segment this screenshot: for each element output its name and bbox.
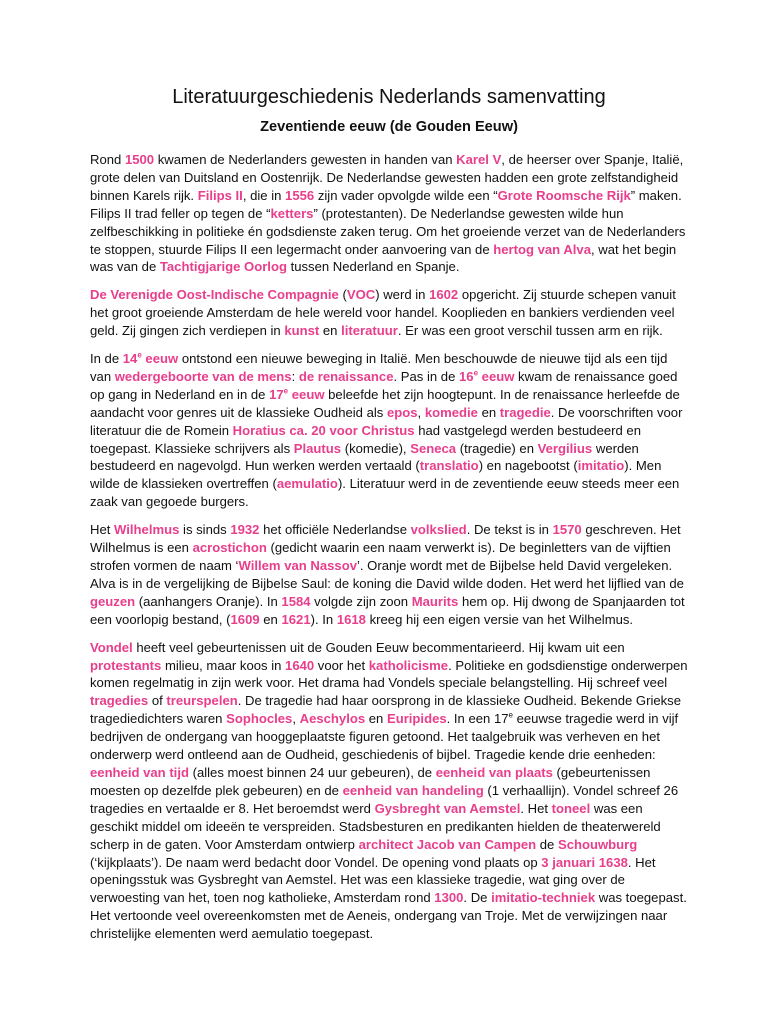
paragraph [90, 521, 688, 628]
text-run: heeft veel gebeurtenissen uit de Gouden Eeuw becommentarieerd. Hij kwam uit een [132, 639, 625, 655]
text-run: het officiële Nederlandse [259, 522, 411, 538]
text-run: Rond [90, 151, 125, 167]
highlighted-term: translatio [419, 458, 479, 474]
highlighted-term: eenheid van handeling [342, 782, 484, 798]
highlighted-term: kunst [284, 323, 320, 339]
text-run: , [417, 404, 425, 420]
document-body [90, 151, 688, 943]
highlighted-term: 1584 [281, 593, 311, 609]
highlighted-term: Wilhelmus [114, 522, 180, 538]
text-run: . Er was een groot verschil tussen arm en rijk. [397, 323, 663, 339]
highlighted-term: literatuur [341, 323, 398, 339]
text-run: eeuwse tragedie werd in vijf bedrijven de ondergang van hooggeplaatste figuren getoond. Het taalgebruik was verheven en het onderwerp werd ontleend aan de Oudheid, geschiedenis of bijbel. Tragedie kende drie eenheden: [90, 711, 679, 763]
highlighted-term: imitatio [577, 458, 625, 474]
highlighted-term: volkslied [410, 522, 467, 538]
text-run: . Het [520, 800, 552, 816]
highlighted-term: geuzen [90, 593, 136, 609]
highlighted-term: protestants [90, 657, 162, 673]
highlighted-term: Karel V [456, 151, 502, 167]
text-run: ). In [310, 611, 337, 627]
text-run: . In een 17 [446, 711, 509, 727]
highlighted-term: wedergeboorte van de mens [114, 368, 292, 384]
highlighted-term: eeuw [478, 368, 515, 384]
text-run: , de heerser over Spanje, Italië, grote delen van Duitsland en Oostenrijk. De Nederlandse gewesten hadden een grote zelfstandigheid binnen Karels rijk. [90, 151, 684, 203]
text-run: (tragedie) en [456, 440, 538, 456]
text-run: . Pas in de [393, 368, 459, 384]
highlighted-term: eenheid van tijd [90, 764, 189, 780]
highlighted-term: toneel [551, 800, 591, 816]
text-run: hem op. Hij dwong de Spanjaarden tot een voorlopig bestand, ( [90, 593, 685, 627]
highlighted-term: De Verenigde Oost-Indische Compagnie [90, 287, 339, 303]
text-run: en [365, 711, 387, 727]
text-run: ( [338, 287, 347, 303]
highlighted-superscript: e [283, 386, 289, 396]
text-run: , die in [242, 187, 286, 203]
page-title: Literatuurgeschiedenis Nederlands samenvatting [172, 86, 606, 108]
highlighted-term: imitatio-techniek [491, 890, 596, 906]
text-run: beleefde het zijn hoogtepunt. In de renaissance herleefde de aandacht voor genres uit de klassieke Oudheid als [90, 386, 680, 420]
text-run: ontstond een nieuwe beweging in Italië. Men beschouwde de nieuwe tijd als een tijd van [90, 351, 668, 384]
highlighted-term: tragedies [90, 693, 149, 709]
highlighted-term: epos [386, 404, 418, 420]
text-run: was toegepast. Het vertoonde veel overeenkomsten met de Aeneis, ondergang van Troje. Met de verwijzingen naar christelijke elementen werd aemulatio toegepast. [90, 890, 687, 942]
highlighted-term: 1621 [281, 611, 311, 627]
highlighted-term: 17 [269, 386, 284, 402]
text-run: In de [90, 351, 123, 367]
text-run: (‘kijkplaats’). De naam werd bedacht door Vondel. De opening vond plaats op [90, 854, 542, 870]
highlighted-term: 1609 [230, 611, 260, 627]
text-run: . De tekst is in [466, 522, 553, 538]
highlighted-superscript: e [473, 368, 479, 378]
text-run: (alles moest binnen 24 uur gebeuren), de [188, 764, 436, 780]
text-run: werden bestudeerd en nagevolgd. Hun werken werden vertaald ( [90, 440, 639, 474]
highlighted-term: acrostichon [192, 540, 267, 556]
highlighted-term: Maurits [411, 593, 459, 609]
highlighted-term: Aeschylos [299, 711, 366, 727]
highlighted-term: 14 [122, 351, 138, 367]
highlighted-term: 1300 [434, 890, 464, 906]
text-run: ” maken. Filips II trad feller op tegen de “ [90, 187, 682, 221]
text-run: opgericht. Zij stuurde schepen vanuit het groot groeiende Amsterdam de hele wereld voor handel. Kooplieden en bankiers verdienden veel geld. Zij gingen zich verdiepen in [90, 287, 676, 339]
text-run: voor het [314, 657, 369, 673]
text-run: en [477, 404, 500, 420]
text-run: ” (protestanten). De Nederlandse gewesten wilde hun zelfbeschikking in politieke én godsdienste zaken terug. Om het groeiende verzet van de Nederlanders te stoppen, stuurde Filips II een legermacht onder aanvoering van de [90, 205, 686, 257]
highlighted-term: hertog van Alva [493, 241, 591, 257]
text-run: milieu, maar koos in [161, 657, 286, 673]
text-run: Het [90, 522, 115, 538]
text-run: (gebeurtenissen moesten op dezelfde plek gebeuren) en de [90, 764, 651, 798]
highlighted-term: 1618 [336, 611, 366, 627]
text-run: was een geschikt middel om ideeën te verspreiden. Stadsbesturen en predikanten hielden de theaterwereld scherp in de gaten. Voor Amsterdam ontwierp [90, 800, 661, 852]
highlighted-term: katholicisme [368, 657, 449, 673]
paragraph [90, 639, 688, 943]
highlighted-term: de renaissance [298, 368, 394, 384]
text-run: en [319, 323, 342, 339]
text-run: (aanhangers Oranje). In [135, 593, 282, 609]
highlighted-term: treurspelen [166, 693, 238, 709]
text-run: is sinds [179, 522, 231, 538]
highlighted-term: eeuw [288, 386, 325, 402]
highlighted-term: 1602 [429, 287, 459, 303]
highlighted-term: Tachtigjarige Oorlog [159, 259, 287, 275]
text-run: , [292, 711, 300, 727]
highlighted-term: Sophocles [226, 711, 293, 727]
highlighted-term: Willem van Nassov [238, 558, 357, 573]
highlighted-term: Horatius ca. 20 voor Christus [232, 422, 415, 438]
text-run: ). Men wilde de klassieken overtreffen ( [90, 458, 662, 492]
text-run: had vastgelegd werden bestudeerd en toegepast. Klassieke schrijvers als [90, 422, 641, 456]
text-run: . De tragedie had haar oorsprong in de klassieke Oudheid. Bekende Griekse tragediedichters waren [90, 693, 682, 727]
highlighted-term: Gysbreght van Aemstel [374, 800, 521, 816]
section-heading: Zeventiende eeuw (de Gouden Eeuw) [260, 119, 518, 135]
text-run: . Het openingsstuk was Gysbreght van Aemstel. Het was een klassieke tragedie, wat ging over de verwoesting van het, toen nog katholieke, Amsterdam rond [90, 854, 656, 906]
text-run: . De [463, 890, 492, 906]
highlighted-term: Euripides [386, 711, 447, 727]
highlighted-term: VOC [346, 287, 376, 303]
text-run: geschreven. Het Wilhelmus is een [90, 522, 681, 556]
highlighted-term: 1932 [230, 522, 260, 538]
text-run: ) en nagebootst ( [478, 458, 578, 474]
text-run: . De voorschriften voor literatuur die de Romein [90, 404, 683, 438]
text-run: . Politieke en godsdienstige onderwerpen komen regelmatig in zijn werk voor. Het drama had Vondels speciale belangstelling. Hij schreef veel [90, 657, 688, 691]
highlighted-term: eenheid van plaats [435, 764, 553, 780]
superscript: e [508, 710, 513, 720]
paragraph [90, 151, 688, 276]
highlighted-term: Vergilius [537, 440, 593, 456]
paragraph [90, 286, 688, 340]
highlighted-term: Schouwburg [557, 836, 638, 852]
highlighted-term: 1570 [552, 522, 582, 538]
highlighted-term: Seneca [410, 440, 457, 456]
text-run: : [291, 368, 299, 384]
text-run: kwamen de Nederlanders gewesten in handen van [154, 151, 457, 167]
text-run: kreeg hij een eigen versie van het Wilhelmus. [365, 611, 634, 627]
paragraph [90, 350, 688, 511]
text-run: ’. Oranje wordt met de Bijbelse held David vergeleken. Alva is in de vergelijking de Bijbelse Saul: de koning die David wilde doden. Het werd het lijflied van de [90, 558, 684, 591]
highlighted-term: 1556 [285, 187, 315, 203]
text-run: , wat het begin was van de [90, 241, 677, 275]
text-run: of [148, 693, 167, 709]
highlighted-term: tragedie [499, 404, 551, 420]
highlighted-term: 1640 [285, 657, 315, 673]
text-run: tussen Nederland en Spanje. [286, 259, 460, 275]
highlighted-term: 3 januari 1638 [541, 854, 628, 870]
highlighted-term: Vondel [90, 639, 133, 655]
highlighted-term: 1500 [124, 151, 155, 167]
highlighted-term: aemulatio [276, 476, 338, 492]
highlighted-term: Filips II [197, 187, 243, 203]
highlighted-term: komedie [424, 404, 478, 420]
text-run: ). Literatuur werd in de zeventiende eeuw steeds meer een zaak van gegoede burgers. [90, 476, 680, 510]
highlighted-term: architect Jacob van Campen [358, 836, 537, 852]
highlighted-term: eeuw [141, 351, 179, 367]
text-run: (1 verhaallijn). Vondel schreef 26 tragedies en vertaalde er 8. Het beroemdst werd [90, 782, 679, 816]
text-run: ) werd in [375, 287, 430, 303]
highlighted-term: 16 [459, 368, 474, 384]
text-run: volgde zijn zoon [310, 593, 412, 609]
highlighted-term: Grote Roomsche Rijk [497, 187, 631, 203]
text-run: zijn vader opvolgde wilde een “ [314, 187, 498, 203]
highlighted-term: ketters [270, 205, 314, 221]
text-run: kwam de renaissance goed op gang in Nederland en in de [90, 368, 678, 402]
highlighted-superscript: e [137, 350, 142, 360]
highlighted-term: Plautus [293, 440, 342, 456]
document-page [90, 84, 688, 953]
text-run: de [536, 836, 558, 852]
text-run: (komedie), [341, 440, 411, 456]
text-run: (gedicht waarin een naam verwerkt is). De beginletters van de vijftien strofen vormen de naam ‘ [90, 540, 671, 573]
text-run: en [259, 611, 282, 627]
